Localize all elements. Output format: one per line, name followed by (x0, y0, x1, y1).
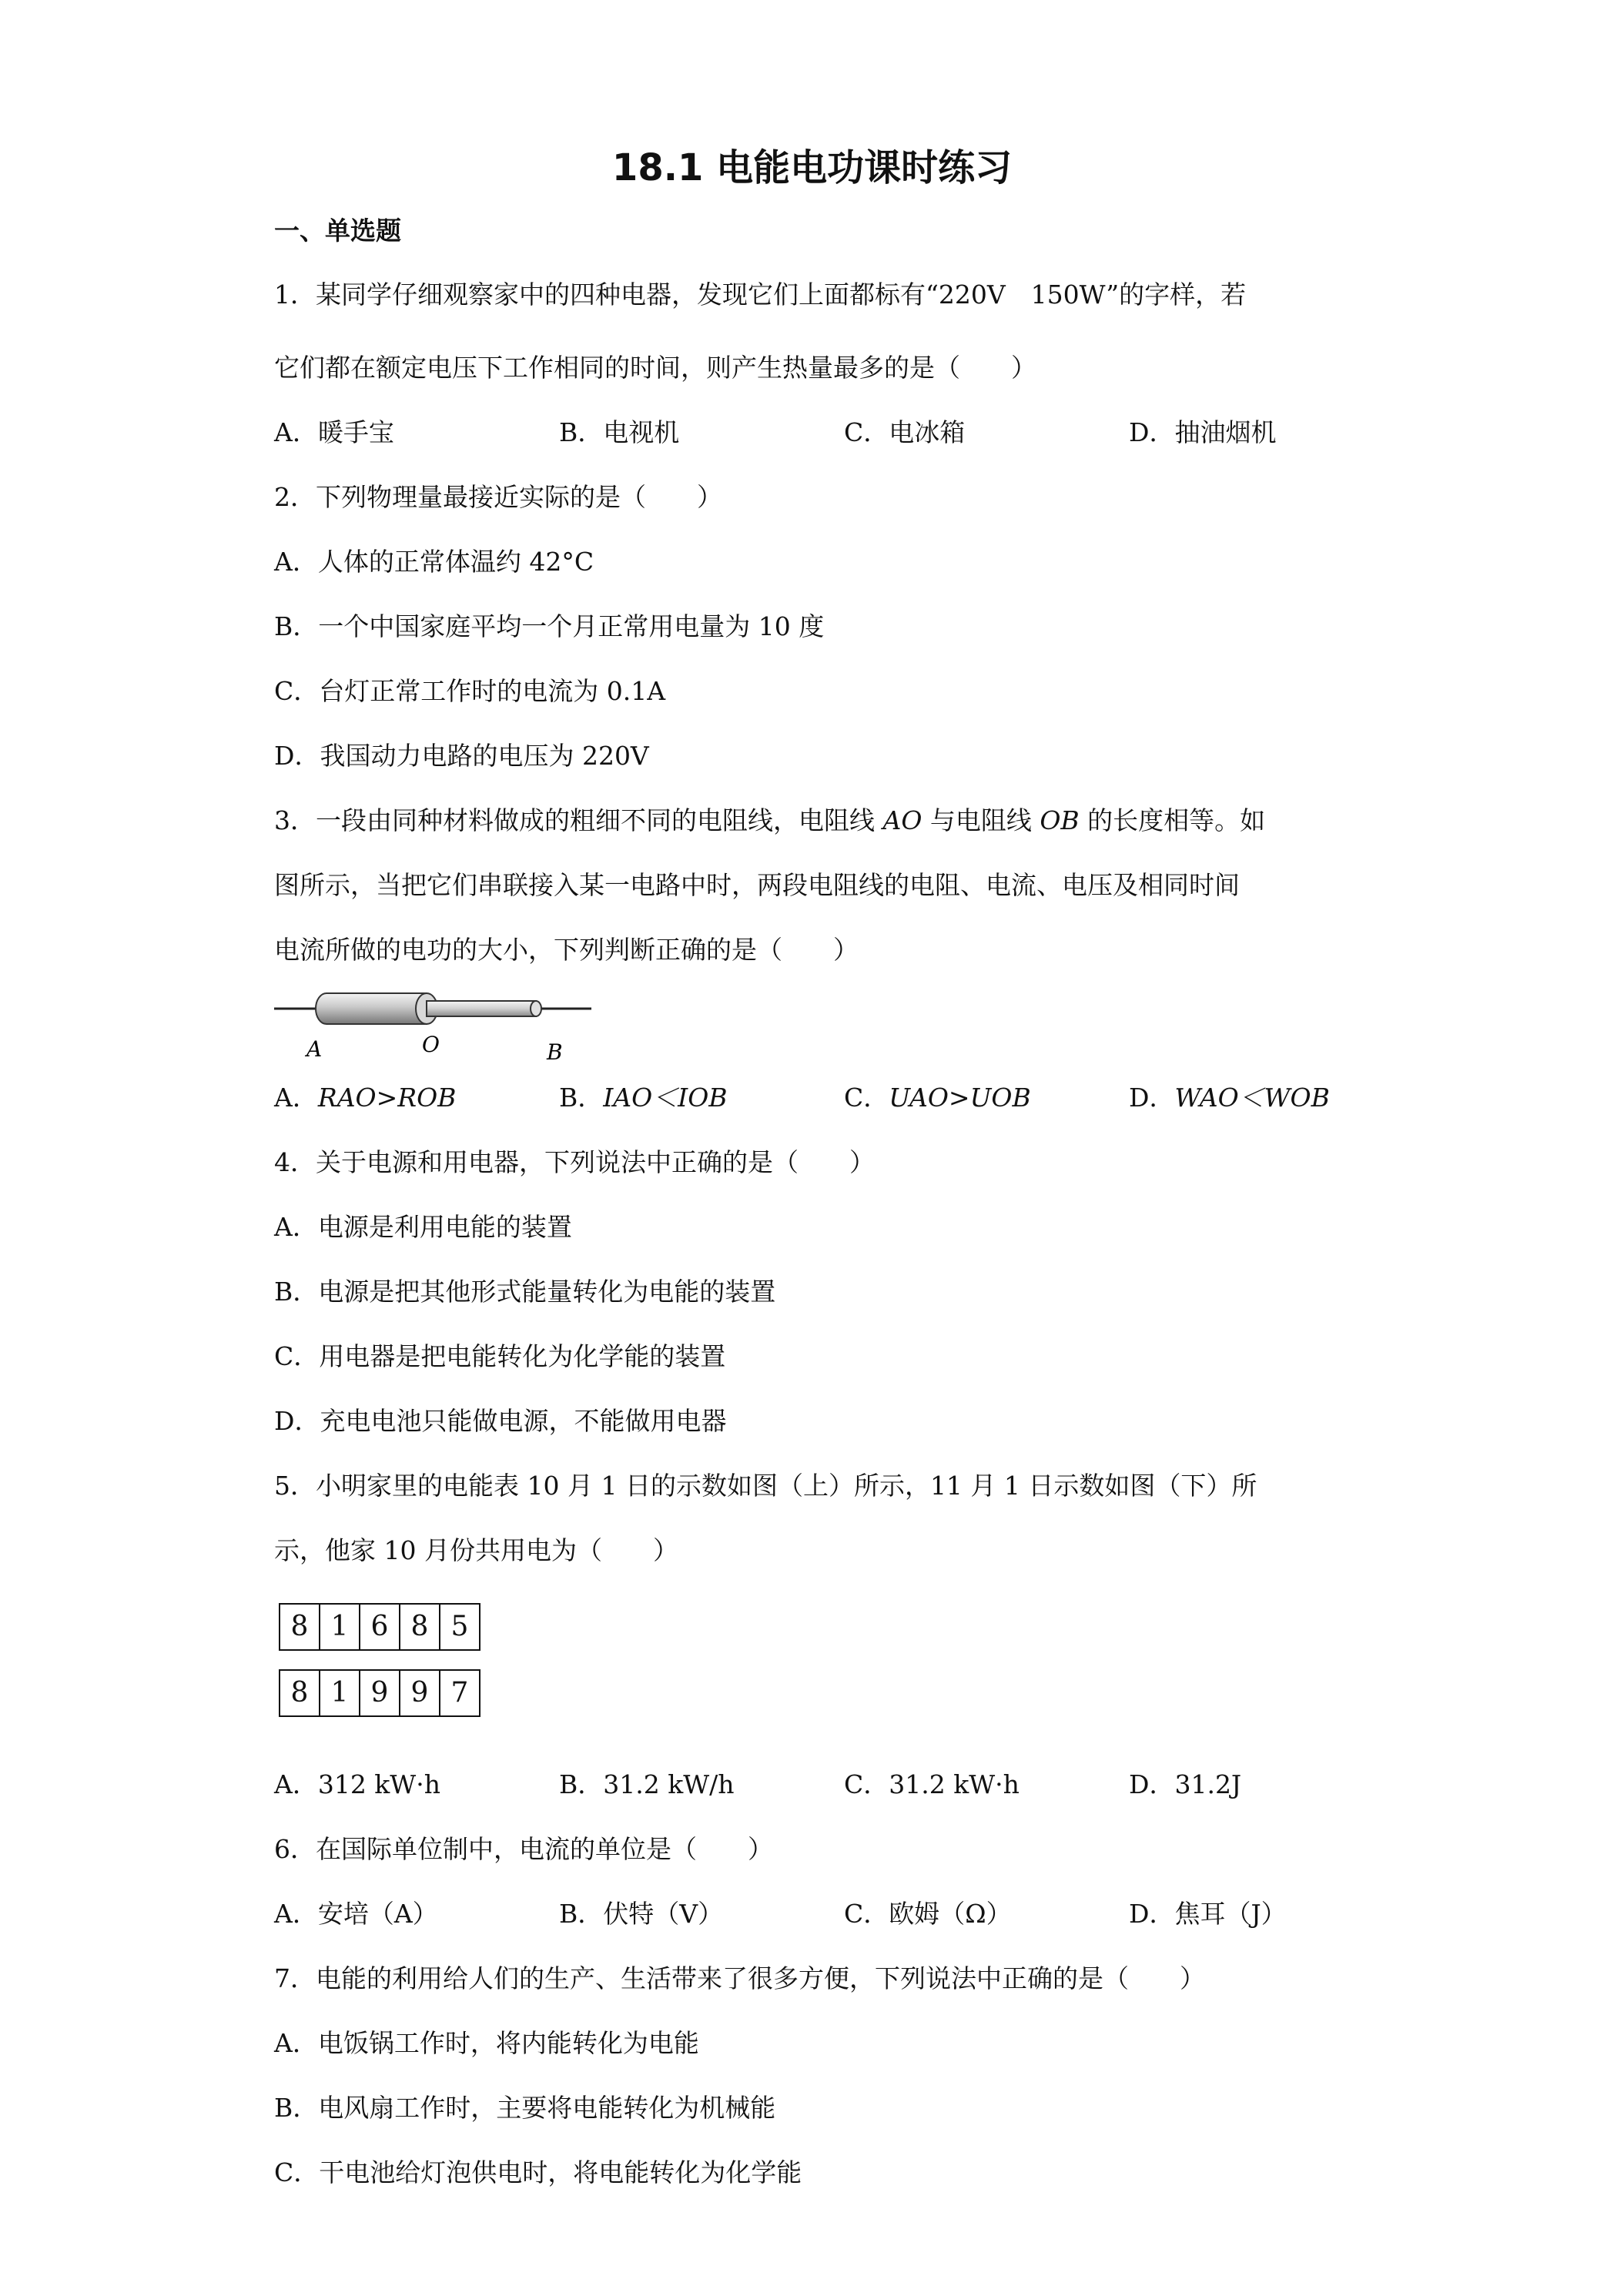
q3-option-d: D．WAO＜WOB (1129, 1083, 1330, 1113)
label-b: B (547, 1039, 563, 1063)
q2-option-d: D．我国动力电路的电压为 220V (274, 741, 649, 771)
q4-option-a: A．电源是利用电能的装置 (274, 1212, 572, 1242)
q3-option-a: A．RAO>ROB (274, 1083, 457, 1113)
q5-option-b: B．31.2 kW/h (559, 1769, 735, 1799)
q3-ao-label: AO (882, 805, 922, 835)
meter-digit: 1 (319, 1603, 360, 1651)
q5-option-c: C．31.2 kW·h (844, 1769, 1020, 1799)
q7-option-a: A．电饭锅工作时，将内能转化为电能 (274, 2028, 699, 2058)
q3-ob-label: OB (1040, 805, 1080, 835)
q1-option-c: C．电冰箱 (844, 417, 966, 447)
q3-option-c: C．UAO>UOB (844, 1083, 1031, 1113)
meter-digit: 8 (279, 1603, 320, 1651)
meter-digit: 7 (439, 1669, 481, 1717)
q6-option-d: D．焦耳（J） (1129, 1899, 1287, 1929)
page-title: 18.1 电能电功课时练习 (611, 146, 1013, 189)
q2-option-b: B．一个中国家庭平均一个月正常用电量为 10 度 (274, 611, 825, 641)
q4-option-d: D．充电电池只能做电源，不能做用电器 (274, 1406, 727, 1436)
q5-option-d: D．31.2J (1129, 1769, 1242, 1799)
meter-digit: 9 (359, 1669, 400, 1717)
q1-option-b: B．电视机 (559, 417, 680, 447)
q5-option-a: A．312 kW·h (274, 1769, 440, 1799)
thick-segment-ao (316, 993, 437, 1024)
q6-stem: 6．在国际单位制中，电流的单位是（ ） (274, 1834, 773, 1864)
thin-segment-ob (427, 1001, 541, 1016)
q1-stem-line1: 1．某同学仔细观察家中的四种电器，发现它们上面都标有“220V 150W”的字样，若 (274, 279, 1247, 310)
q2-stem: 2．下列物理量最接近实际的是（ ） (274, 482, 722, 512)
q3-stem-line1: 3．一段由同种材料做成的粗细不同的电阻线，电阻线 AO 与电阻线 OB 的长度相等。如 (274, 805, 1266, 835)
q6-option-a: A．安培（A） (274, 1899, 438, 1929)
q6-option-c: C．欧姆（Ω） (844, 1899, 1012, 1929)
q3-stem-line2: 图所示，当把它们串联接入某一电路中时，两段电阻线的电阻、电流、电压及相同时间 (274, 870, 1240, 900)
q1-stem-line2: 它们都在额定电压下工作相同的时间，则产生热量最多的是（ ） (274, 353, 1036, 383)
section-heading: 一、单选题 (274, 216, 401, 246)
meter-reading-top (279, 1603, 481, 1651)
q7-option-b: B．电风扇工作时，主要将电能转化为机械能 (274, 2093, 776, 2123)
meter-digit: 8 (399, 1603, 440, 1651)
meter-digit: 9 (399, 1669, 440, 1717)
q7-stem: 7．电能的利用给人们的生产、生活带来了很多方便，下列说法中正确的是（ ） (274, 1963, 1205, 1993)
q5-stem-line2: 示，他家 10 月份共用电为（ ） (274, 1535, 678, 1565)
q2-option-a: A．人体的正常体温约 42°C (274, 547, 594, 577)
meter-digit: 6 (359, 1603, 400, 1651)
q4-option-c: C．用电器是把电能转化为化学能的装置 (274, 1341, 726, 1371)
meter-digit: 5 (439, 1603, 481, 1651)
resistance-wire-figure (274, 978, 598, 1063)
meter-digit: 1 (319, 1669, 360, 1717)
q1-option-a: A．暖手宝 (274, 417, 394, 447)
q6-option-b: B．伏特（V） (559, 1899, 724, 1929)
meter-digit: 8 (279, 1669, 320, 1717)
label-o: O (422, 1032, 440, 1057)
label-a: A (306, 1036, 323, 1062)
q4-stem: 4．关于电源和用电器，下列说法中正确的是（ ） (274, 1147, 875, 1177)
meter-reading-bottom (279, 1669, 481, 1717)
q7-option-c: C．干电池给灯泡供电时，将电能转化为化学能 (274, 2157, 802, 2187)
q5-stem-line1: 5．小明家里的电能表 10 月 1 日的示数如图（上）所示，11 月 1 日示数如图（下）所 (274, 1471, 1257, 1501)
q2-option-c: C．台灯正常工作时的电流为 0.1A (274, 676, 666, 706)
q3-stem-line3: 电流所做的电功的大小，下列判断正确的是（ ） (274, 935, 859, 965)
q1-option-d: D．抽油烟机 (1129, 417, 1277, 447)
q3-option-b: B．IAO＜IOB (559, 1083, 728, 1113)
q4-option-b: B．电源是把其他形式能量转化为电能的装置 (274, 1277, 776, 1307)
